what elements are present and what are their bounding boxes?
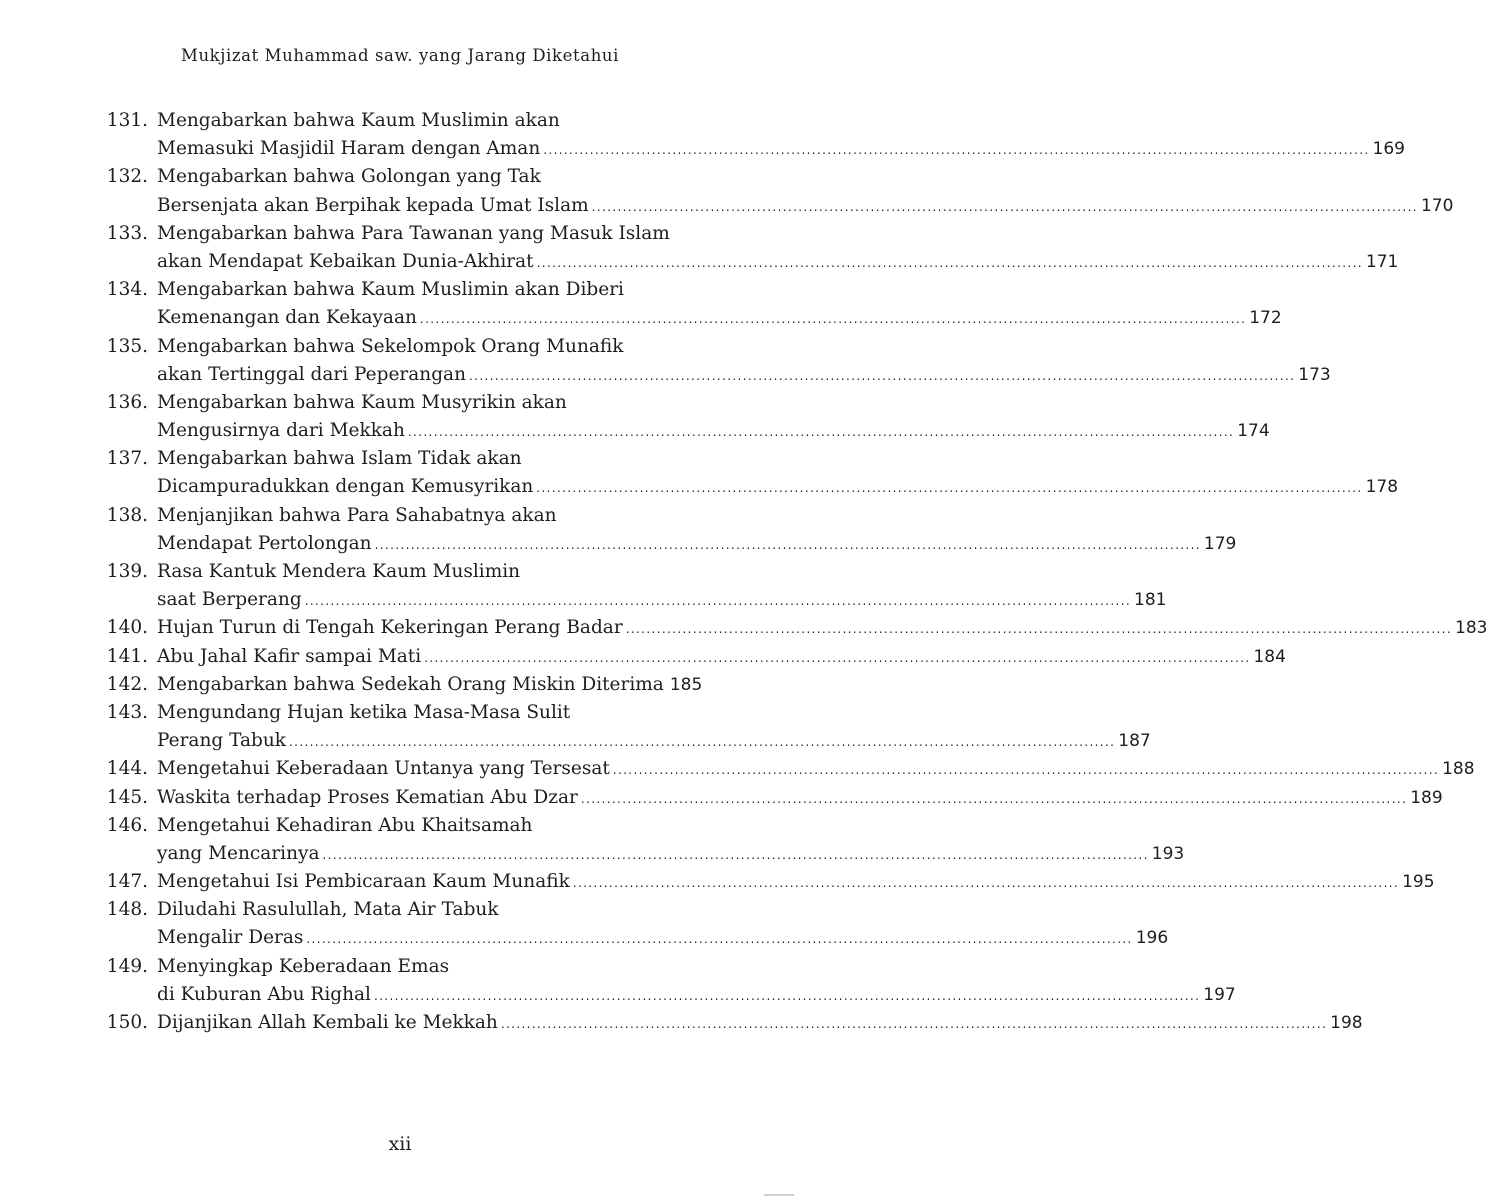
toc-entry <box>96 868 1435 896</box>
entry-number: 140. <box>106 617 148 639</box>
toc-line <box>96 530 1237 558</box>
entry-title: Waskita terhadap Proses Kematian Abu Dzar <box>157 786 578 808</box>
page-number: 173 <box>1298 364 1331 385</box>
entry-title: Mengabarkan bahwa Para Tawanan yang Masuk Islam <box>157 222 670 244</box>
dot-leader: ................................................................................................................................................................ <box>306 932 1133 947</box>
page-number: 169 <box>1372 139 1405 160</box>
page-number: 197 <box>1203 984 1236 1005</box>
entry-title: Mengalir Deras <box>157 927 304 949</box>
toc-entry <box>96 389 1270 445</box>
dot-leader: ................................................................................................................................................................ <box>572 876 1400 891</box>
entry-number: 136. <box>106 391 148 413</box>
page-number: 178 <box>1365 477 1399 498</box>
dot-leader: ................................................................................................................................................................ <box>304 594 1131 609</box>
toc-line <box>96 643 1286 671</box>
dot-leader: ................................................................................................................................................................ <box>373 988 1201 1003</box>
toc-line <box>96 276 688 304</box>
toc-entry <box>96 107 1405 163</box>
dot-leader: ................................................................................................................................................................ <box>322 847 1149 862</box>
toc-entry <box>96 896 1169 952</box>
toc-entry <box>96 755 1475 783</box>
toc-line <box>96 784 1443 812</box>
page-number: 172 <box>1249 308 1282 329</box>
entry-title: Abu Jahal Kafir sampai Mati <box>157 645 422 667</box>
entry-title: Memasuki Masjidil Haram dengan Aman <box>157 138 541 160</box>
dot-leader: ................................................................................................................................................................ <box>500 1017 1328 1031</box>
page-number: 187 <box>1118 731 1151 752</box>
toc-line <box>96 614 1487 642</box>
page-number: 189 <box>1410 787 1443 808</box>
page-folio: xii <box>388 1133 412 1155</box>
page-number: 185 <box>669 674 703 695</box>
entry-number: 139. <box>106 561 148 582</box>
toc-line <box>96 304 1282 332</box>
entry-title: akan Tertinggal dari Peperangan <box>157 363 466 385</box>
entry-title: Mengetahui Kehadiran Abu Khaitsamah <box>157 814 533 836</box>
page-number: 195 <box>1402 872 1435 893</box>
toc-entry <box>96 502 1237 558</box>
dot-leader: ................................................................................................................................................................ <box>580 791 1408 806</box>
entry-title: Mengabarkan bahwa Golongan yang Tak <box>157 166 541 188</box>
entry-title: Mengusirnya dari Mekkah <box>157 420 405 442</box>
entry-title: Mengabarkan bahwa Sedekah Orang Miskin Diterima <box>157 673 664 695</box>
toc-entry <box>96 614 1487 642</box>
toc-entry <box>96 1009 1363 1037</box>
dot-leader: ................................................................................................................................................................ <box>407 425 1235 440</box>
toc-line <box>96 840 1185 868</box>
page-number: 183 <box>1455 618 1487 639</box>
entry-number: 146. <box>106 814 148 836</box>
entry-number: 133. <box>106 222 148 244</box>
dot-leader: ................................................................................................................................................................ <box>591 199 1418 214</box>
toc-line <box>96 727 1151 755</box>
table-of-contents <box>96 107 1487 1037</box>
entry-number: 148. <box>106 899 148 921</box>
entry-number: 131. <box>106 110 148 131</box>
toc-entry <box>96 812 1185 868</box>
toc-line <box>96 248 1399 276</box>
page-number: 184 <box>1253 646 1286 667</box>
dot-leader: ................................................................................................................................................................ <box>419 312 1247 327</box>
toc-line <box>96 192 1454 220</box>
toc-entry <box>96 784 1443 812</box>
page-number: 196 <box>1135 928 1169 949</box>
dot-leader: ................................................................................................................................................................ <box>536 481 1363 496</box>
toc-line <box>96 135 1405 163</box>
entry-title: di Kuburan Abu Righal <box>157 983 371 1005</box>
entry-number: 138. <box>106 504 148 526</box>
toc-line <box>96 896 688 924</box>
toc-entry <box>96 671 703 699</box>
entry-title: Dicampuradukkan dengan Kemusyrikan <box>157 476 534 498</box>
dot-leader: ................................................................................................................................................................ <box>374 537 1201 552</box>
toc-entry <box>96 699 1151 755</box>
dot-leader: ................................................................................................................................................................ <box>625 622 1452 637</box>
toc-entry <box>96 445 1399 501</box>
page-edge-mark <box>764 1194 794 1196</box>
toc-entry <box>96 276 1282 332</box>
page-number: 171 <box>1365 251 1399 272</box>
entry-title: Rasa Kantuk Mendera Kaum Muslimin <box>157 561 521 582</box>
dot-leader: ................................................................................................................................................................ <box>543 143 1370 158</box>
entry-title: Kemenangan dan Kekayaan <box>157 307 417 329</box>
entry-number: 144. <box>106 758 148 780</box>
entry-number: 135. <box>106 335 148 357</box>
entry-title: akan Mendapat Kebaikan Dunia-Akhirat <box>157 250 534 272</box>
entry-number: 132. <box>106 166 148 188</box>
entry-number: 149. <box>106 955 148 977</box>
entry-number: 147. <box>106 871 148 893</box>
entry-number: 150. <box>106 1012 148 1033</box>
toc-entry <box>96 220 1399 276</box>
entry-title: Mendapat Pertolongan <box>157 532 372 554</box>
toc-line <box>96 502 688 530</box>
entry-title: Mengabarkan bahwa Kaum Muslimin akan Diberi <box>157 279 624 301</box>
entry-title: Hujan Turun di Tengah Kekeringan Perang Badar <box>157 617 623 639</box>
entry-number: 142. <box>106 673 148 695</box>
toc-line <box>96 445 688 473</box>
dot-leader: ................................................................................................................................................................ <box>612 763 1440 778</box>
entry-number: 137. <box>106 448 148 470</box>
page-number: 179 <box>1203 533 1237 554</box>
page-number: 181 <box>1134 590 1167 611</box>
entry-title: Mengetahui Keberadaan Untanya yang Tersesat <box>157 758 610 780</box>
toc-line <box>96 417 1270 445</box>
toc-entry <box>96 163 1454 219</box>
toc-line <box>96 868 1435 896</box>
entry-title: Diludahi Rasulullah, Mata Air Tabuk <box>157 899 499 921</box>
page-number: 198 <box>1330 1013 1363 1033</box>
toc-entry <box>96 953 1236 1009</box>
entry-title: Mengundang Hujan ketika Masa-Masa Sulit <box>157 701 571 723</box>
toc-line <box>96 473 1399 501</box>
page-number: 170 <box>1420 195 1454 216</box>
toc-line <box>96 671 703 699</box>
entry-title: Menjanjikan bahwa Para Sahabatnya akan <box>157 504 557 526</box>
toc-entry <box>96 643 1286 671</box>
entry-title: Mengabarkan bahwa Sekelompok Orang Munafik <box>157 335 624 357</box>
entry-title: Mengetahui Isi Pembicaraan Kaum Munafik <box>157 871 570 893</box>
entry-number: 143. <box>106 701 148 723</box>
entry-title: yang Mencarinya <box>157 842 320 864</box>
toc-line <box>96 699 688 727</box>
toc-line <box>96 755 1475 783</box>
toc-line <box>96 389 688 417</box>
entry-title: Mengabarkan bahwa Islam Tidak akan <box>157 448 522 470</box>
entry-number: 141. <box>106 645 148 667</box>
entry-title: Bersenjata akan Berpihak kepada Umat Islam <box>157 194 589 216</box>
entry-title: Mengabarkan bahwa Kaum Muslimin akan <box>157 110 560 131</box>
toc-line <box>96 558 688 586</box>
entry-title: saat Berperang <box>157 589 302 611</box>
entry-title: Menyingkap Keberadaan Emas <box>157 955 450 977</box>
toc-line <box>96 1009 1363 1037</box>
running-head: Mukjizat Muhammad saw. yang Jarang Diketahui <box>180 46 620 65</box>
toc-line <box>96 812 688 840</box>
entry-title: Mengabarkan bahwa Kaum Musyrikin akan <box>157 391 567 413</box>
page-number: 188 <box>1442 759 1475 780</box>
entry-number: 145. <box>106 786 148 808</box>
dot-leader: ................................................................................................................................................................ <box>468 368 1296 383</box>
toc-entry <box>96 558 1167 614</box>
dot-leader: ................................................................................................................................................................ <box>536 255 1363 270</box>
entry-title: Dijanjikan Allah Kembali ke Mekkah <box>157 1012 498 1033</box>
toc-line <box>96 981 1236 1009</box>
toc-line <box>96 163 688 191</box>
entry-number: 134. <box>106 279 148 301</box>
toc-line <box>96 333 688 361</box>
toc-line <box>96 953 688 981</box>
dot-leader: ................................................................................................................................................................ <box>288 735 1116 750</box>
toc-line <box>96 361 1331 389</box>
entry-title: Perang Tabuk <box>157 730 286 752</box>
dot-leader: ................................................................................................................................................................ <box>424 650 1251 665</box>
page-number: 193 <box>1151 843 1185 864</box>
toc-line <box>96 220 688 248</box>
toc-line <box>96 107 688 135</box>
toc-line <box>96 586 1167 614</box>
toc-entry <box>96 333 1331 389</box>
toc-line <box>96 924 1169 952</box>
page-number: 174 <box>1237 421 1270 442</box>
